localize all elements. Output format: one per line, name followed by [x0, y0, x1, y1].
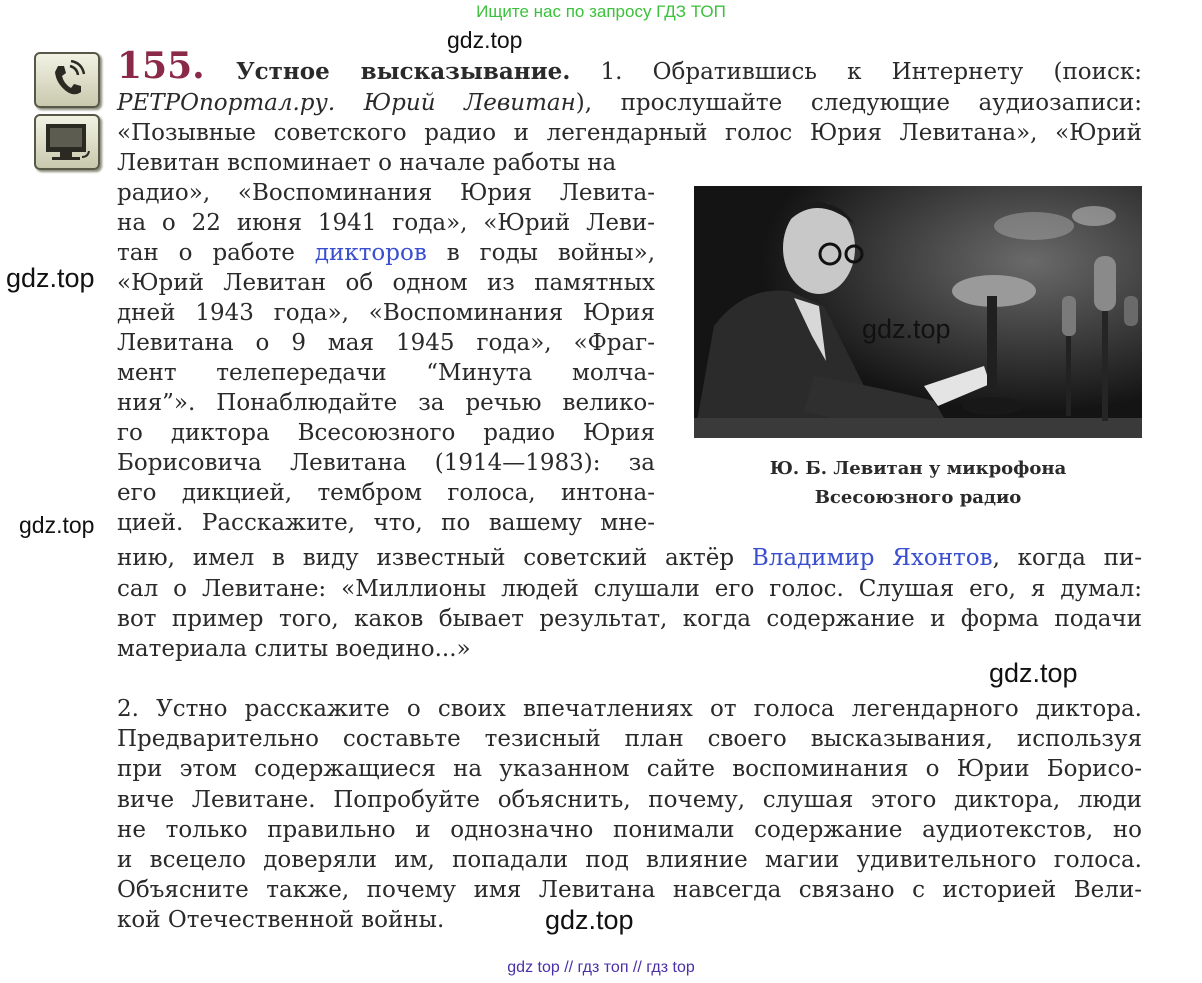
part2-line-4: виче Левитане. Попробуйте объяснить, почему, слушая этого диктора, люди [117, 787, 1142, 813]
photo-caption-line-1: Ю. Б. Левитан у микрофона [769, 458, 1067, 479]
part2-line-1: 2. Устно расскажите о своих впечатлениях от голоса легендарного диктора. [117, 696, 1142, 722]
text-line-8: «Юрий Левитан об одном из памятных [117, 270, 655, 296]
link-diktorov[interactable]: дикторов [314, 240, 427, 266]
text-line-12: ния”». Понаблюдайте за речью велико- [117, 390, 655, 416]
text-line-16: цией. Расскажите, что, по вашему мне- [117, 510, 655, 536]
text-line-6: на о 22 июня 1941 года», «Юрий Леви- [117, 210, 655, 236]
text-line-2: РЕТРОпортал.ру. Юрий Левитан), прослушайте следующие аудиозаписи: [117, 90, 1142, 116]
text-line-9: дней 1943 года», «Воспоминания Юрия [117, 300, 655, 326]
part2-line-6: и всецело доверяли им, попадали под влияние магии удивительного голоса. [117, 847, 1142, 873]
link-yakhontov[interactable]: Владимир Яхонтов [751, 545, 993, 571]
phone-audio-icon [34, 52, 100, 108]
watermark: gdz.top [862, 314, 951, 344]
text-line-7: тан о работе дикторов в годы войны», [117, 240, 655, 266]
exercise-number: 155. [117, 45, 205, 87]
text-line-3: «Позывные советского радио и легендарный голос Юрия Левитана», «Юрий [117, 120, 1142, 146]
text-line-10: Левитана о 9 мая 1945 года», «Фраг- [117, 330, 655, 356]
search-banner: Ищите нас по запросу ГДЗ ТОП [476, 2, 726, 21]
part2-line-3: при этом содержащиеся на указанном сайте воспоминания о Юрии Борисо- [117, 756, 1142, 782]
text-line-15: его дикцией, тембром голоса, интона- [117, 480, 655, 506]
text-line-20: материала слиты воедино...» [117, 636, 471, 662]
part2-line-7: Объясните также, почему имя Левитана навсегда связано с историей Вели- [117, 877, 1142, 903]
part2-line-8: кой Отечественной войны. [117, 907, 445, 933]
levitan-photo [694, 186, 1142, 438]
footer-links[interactable]: gdz top // гдз топ // гдз top [507, 959, 695, 976]
search-query: РЕТРОпортал.ру. Юрий Левитан [117, 90, 576, 116]
text-line-4: Левитан вспоминает о начале работы на [117, 150, 617, 176]
part2-line-5: не только правильно и однозначно понимали содержание аудиотекстов, но [117, 817, 1142, 843]
text-line-19: вот пример того, каков бывает результат, когда содержание и форма подачи [117, 606, 1142, 632]
watermark: gdz.top [447, 27, 523, 53]
text-line-5: радио», «Воспоминания Юрия Левита- [117, 180, 655, 206]
text-line-13: го диктора Всесоюзного радио Юрия [117, 420, 655, 446]
watermark: gdz.top [545, 905, 634, 935]
text-line-14: Борисовича Левитана (1914—1983): за [117, 450, 655, 476]
watermark: gdz.top [6, 263, 95, 293]
part2-line-2: Предварительно составьте тезисный план своего высказывания, используя [117, 726, 1142, 752]
text-line-17: нию, имел в виду известный советский актёр Владимир Яхонтов, когда пи- [117, 545, 1143, 571]
watermark: gdz.top [19, 512, 95, 538]
watermark: gdz.top [989, 658, 1078, 688]
text-line-18: сал о Левитане: «Миллионы людей слушали его голос. Слушая его, я думал: [117, 576, 1142, 602]
text-line-11: мент телепередачи “Минута молча- [117, 360, 655, 386]
computer-monitor-icon [34, 114, 100, 170]
exercise-title: Устное высказывание. [236, 58, 571, 85]
photo-caption-line-2: Всесоюзного радио [814, 487, 1022, 508]
text-line-1: Устное высказывание. 1. Обратившись к Интернету (поиск: [236, 58, 1142, 85]
